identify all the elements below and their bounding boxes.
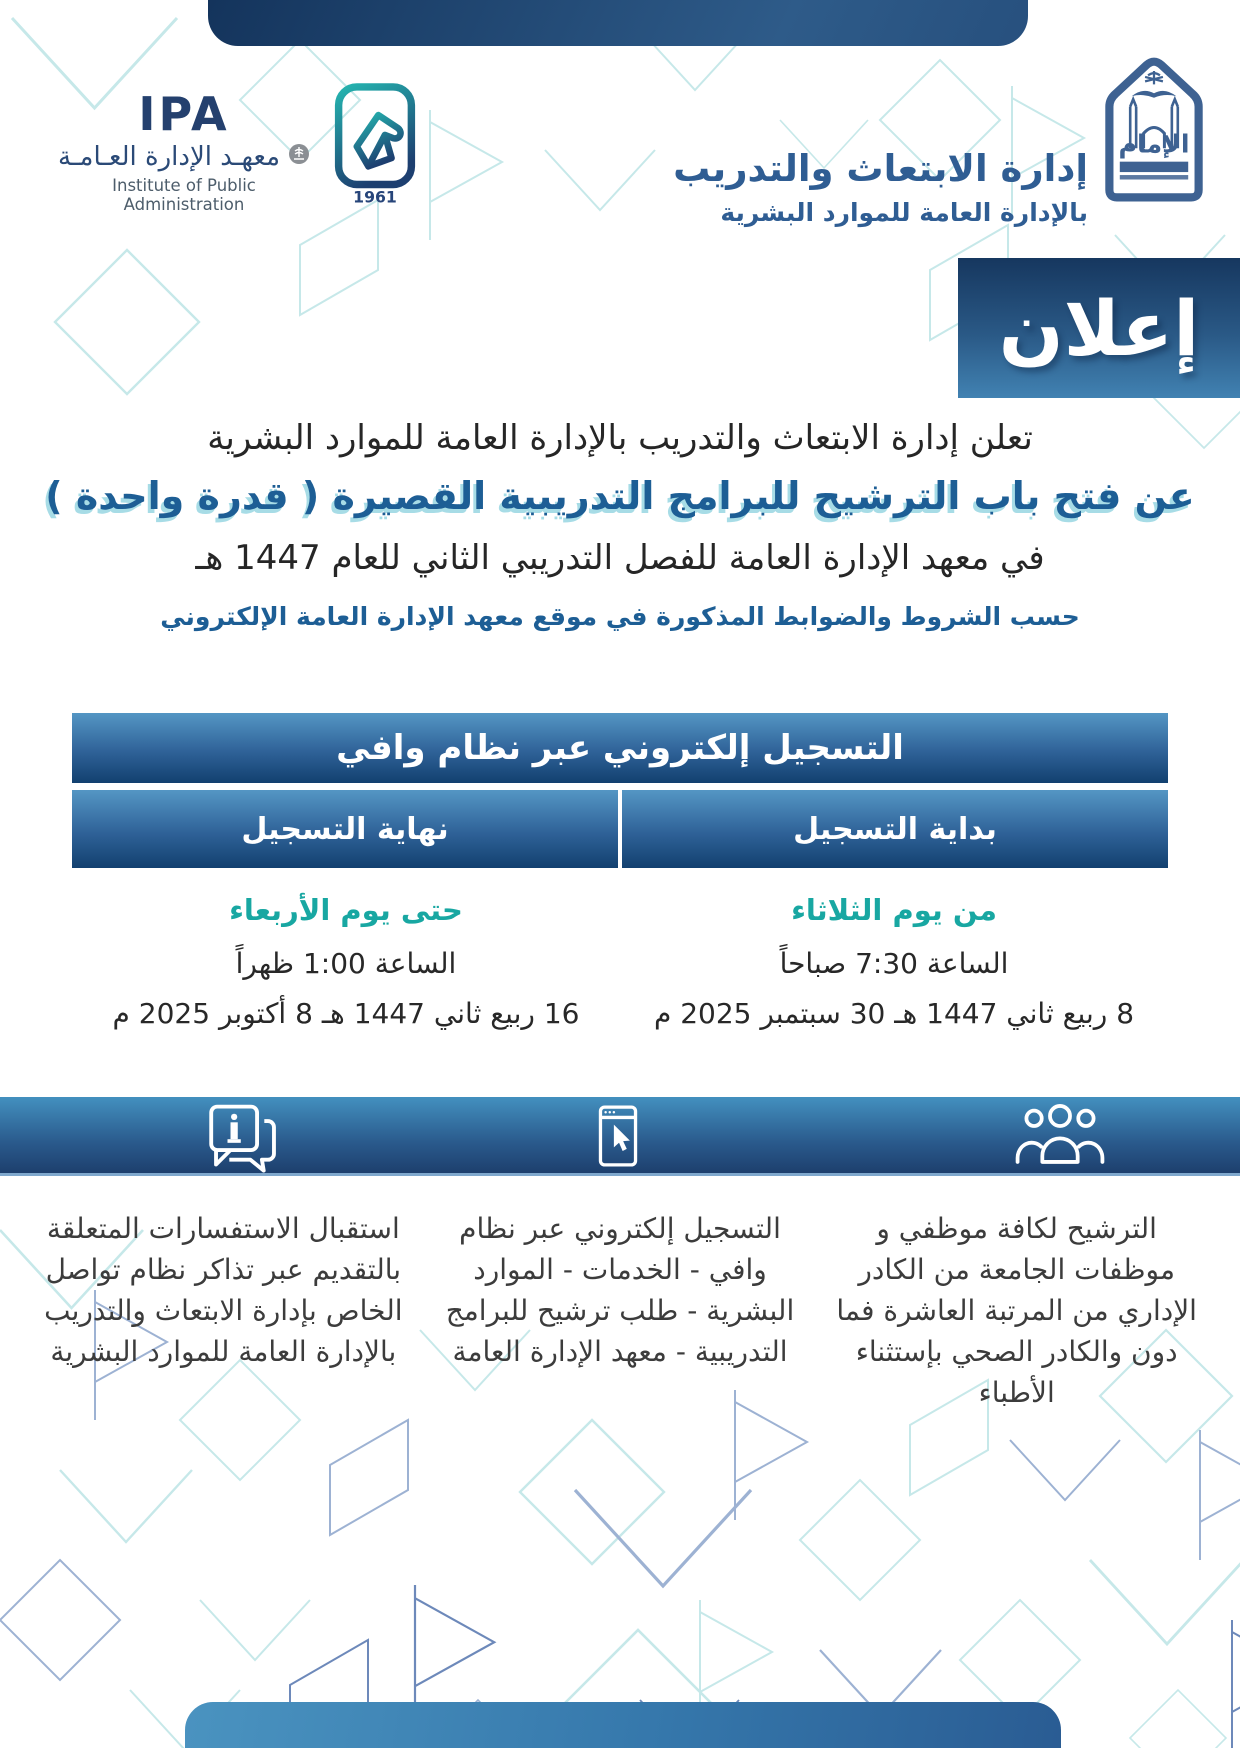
- bottom-footer-bar: [185, 1702, 1061, 1748]
- chat-info-icon: [200, 1103, 290, 1177]
- department-header: [673, 148, 1088, 227]
- ipa-logo-text: [50, 78, 318, 214]
- registration-end-header: نهاية التسجيل: [72, 790, 618, 868]
- people-icon: [1008, 1103, 1112, 1173]
- registration-path-text: التسجيل إلكتروني عبر نظام وافي - الخدمات - الموارد البشرية - طلب ترشيح للبرامج التدريبية - معهد الإدارة العامة: [445, 1212, 795, 1368]
- info-columns: [38, 1208, 1202, 1413]
- department-subtitle: بالإدارة العامة للموارد البشرية: [720, 198, 1088, 227]
- info-icons-bar: [0, 1097, 1240, 1176]
- ipa-acronym: IPA: [138, 87, 230, 141]
- registration-end-details: [72, 893, 620, 1030]
- eligibility-text: الترشيح لكافة موظفي و موظفات الجامعة من الكادر الإداري من المرتبة العاشرة فما دون والكادر الصحي بإستثناء الأطباء: [836, 1212, 1197, 1409]
- university-emblem: [1096, 44, 1212, 202]
- ipa-shield-logo: [332, 82, 418, 210]
- registration-table-title: التسجيل إلكتروني عبر نظام وافي: [72, 713, 1168, 783]
- announcement-line-1: تعلن إدارة الابتعاث والتدريب بالإدارة العامة للموارد البشرية: [207, 418, 1033, 458]
- ipa-year: 1961: [353, 187, 397, 206]
- registration-table-header-row: [72, 790, 1168, 868]
- ipa-logo: [50, 78, 425, 214]
- start-time: الساعة 7:30 صباحاً: [779, 947, 1009, 980]
- announcement-body: [0, 418, 1240, 631]
- saudi-emblem-icon: [288, 142, 310, 172]
- university-calligraphy: الإمام: [1118, 129, 1190, 159]
- ipa-name-arabic: معهـد الإدارة العـامـة: [50, 142, 318, 172]
- announcement-line-3: في معهد الإدارة العامة للفصل التدريبي الثاني للعام 1447 هـ: [195, 538, 1045, 578]
- department-title: إدارة الابتعاث والتدريب: [673, 147, 1088, 190]
- registration-table: [72, 713, 1168, 868]
- registration-start-header: بداية التسجيل: [622, 790, 1168, 868]
- inquiries-text: استقبال الاستفسارات المتعلقة بالتقديم عبر تذاكر نظام تواصل الخاص بإدارة الابتعاث والتدريب بالإدارة العامة للموارد البشرية: [44, 1212, 403, 1368]
- end-date: 16 ربيع ثاني 1447 هـ 8 أكتوبر 2025 م: [112, 997, 580, 1030]
- ipa-name-english: Institute of Public Administration: [112, 176, 256, 214]
- start-day: من يوم الثلاثاء: [791, 893, 997, 927]
- start-date: 8 ربيع ثاني 1447 هـ 30 سبتمبر 2025 م: [653, 997, 1135, 1030]
- end-time: الساعة 1:00 ظهراً: [235, 947, 457, 980]
- banner-label: إعلان: [998, 283, 1200, 373]
- top-header-bar: [208, 0, 1028, 46]
- registration-details: [72, 893, 1168, 1030]
- announcement-line-2: عن فتح باب الترشيح للبرامج التدريبية القصيرة ( قدرة واحدة ): [45, 474, 1195, 518]
- browser-cursor-icon: [585, 1104, 651, 1172]
- end-day: حتى يوم الأربعاء: [229, 893, 463, 927]
- registration-start-details: [620, 893, 1168, 1030]
- announcement-line-4: حسب الشروط والضوابط المذكورة في موقع معهد الإدارة العامة الإلكتروني: [160, 602, 1080, 631]
- announcement-banner: [958, 258, 1240, 398]
